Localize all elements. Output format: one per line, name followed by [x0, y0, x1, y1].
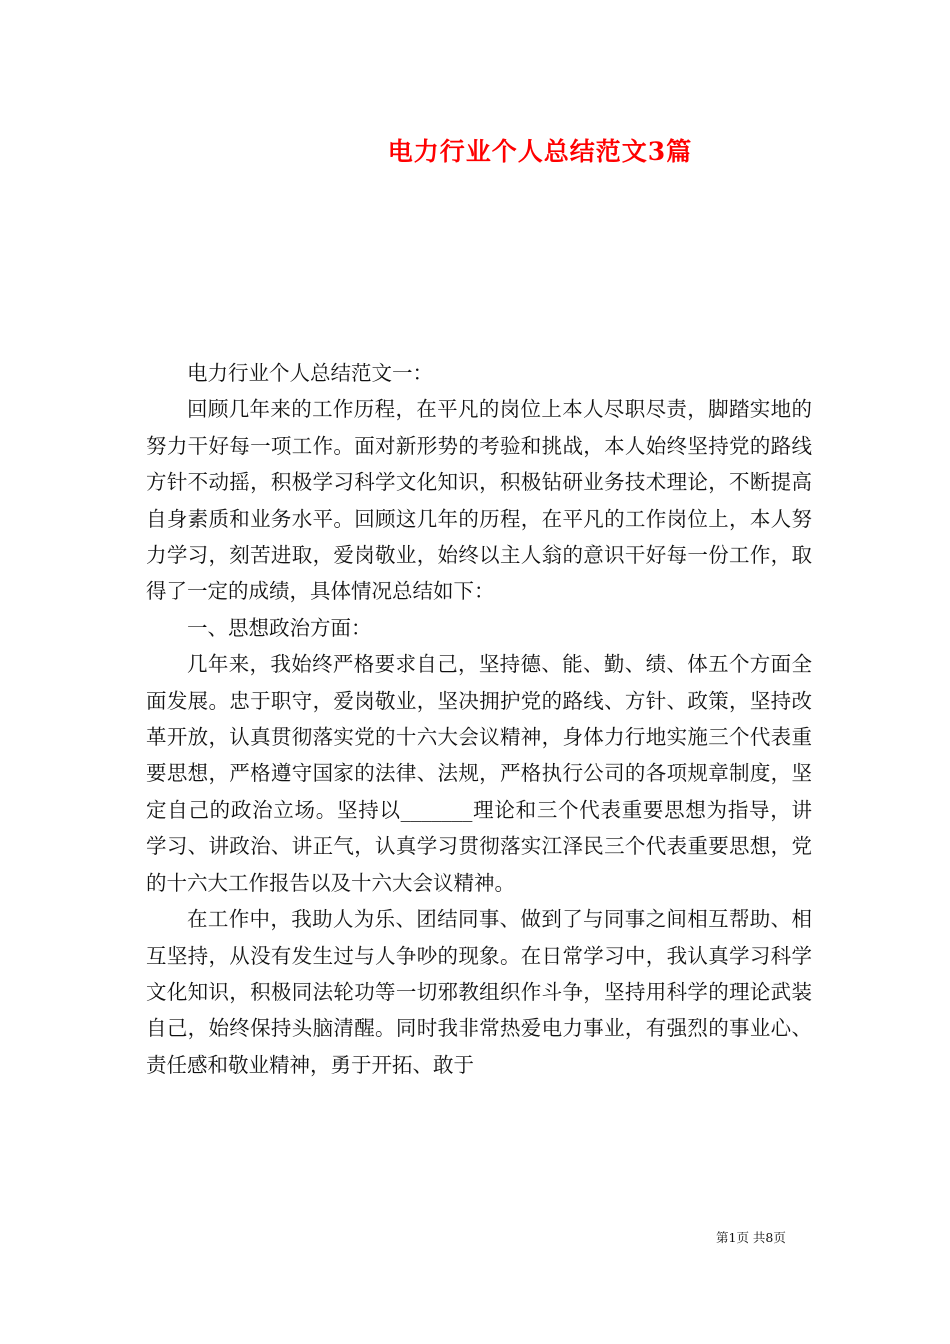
document-body	[146, 355, 812, 1083]
paragraph-work: 在工作中，我助人为乐、团结同事、做到了与同事之间相互帮助、相互坚持，从没有发生过与人争吵的现象。在日常学习中，我认真学习科学文化知识，积极同法轮功等一切邪教组织作斗争，坚持用科学的理论武装自己，始终保持头脑清醒。同时我非常热爱电力事业，有强烈的事业心、责任感和敬业精神，勇于开拓、敢于	[146, 907, 812, 1077]
section-heading-1: 电力行业个人总结范文一：	[187, 361, 433, 385]
section-heading-political: 一、思想政治方面：	[187, 615, 372, 640]
paragraph-intro: 回顾几年来的工作历程，在平凡的岗位上本人尽职尽责，脚踏实地的努力干好每一项工作。面对新形势的考验和挑战，本人始终坚持党的路线方针不动摇，积极学习科学文化知识，积极钻研业务技术理论，不断提高自身素质和业务水平。回顾这几年的历程，在平凡的工作岗位上，本人努力学习，刻苦进取，爱岗敬业，始终以主人翁的意识干好每一份工作，取得了一定的成绩，具体情况总结如下：	[146, 397, 812, 604]
paragraph-political: 几年来，我始终严格要求自己，坚持德、能、勤、绩、体五个方面全面发展。忠于职守，爱岗敬业，坚决拥护党的路线、方针、政策，坚持改革开放，认真贯彻落实党的十六大会议精神，身体力行地实施三个代表重要思想，严格遵守国家的法律、法规，严格执行公司的各项规章制度，坚定自己的政治立场。坚持以_______理论和三个代表重要思想为指导，讲学习、讲政治、讲正气，认真学习贯彻落实江泽民三个代表重要思想，党的十六大工作报告以及十六大会议精神。	[146, 652, 812, 895]
document-title: 电力行业个人总结范文3篇	[387, 137, 693, 166]
page-number: 第1页 共8页	[716, 1230, 786, 1245]
